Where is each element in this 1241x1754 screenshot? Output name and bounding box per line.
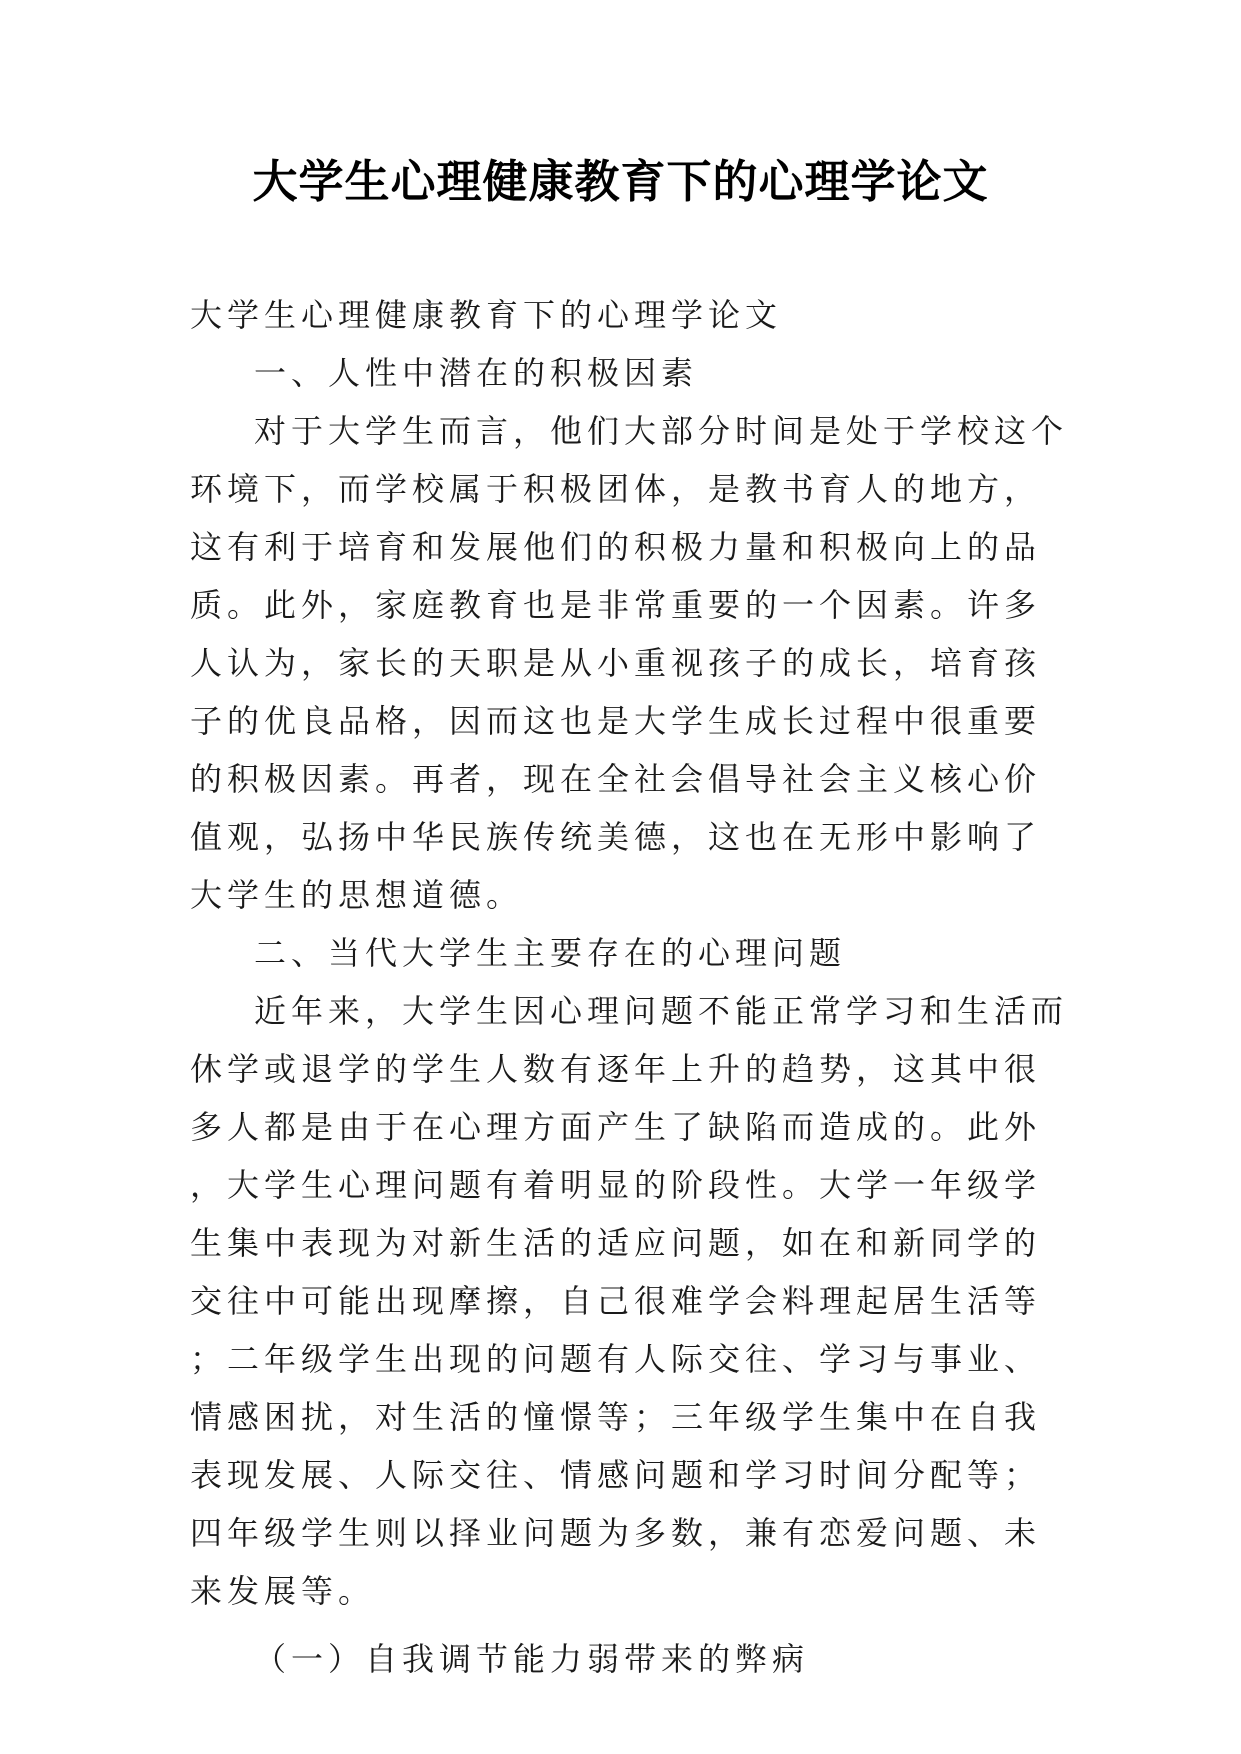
document-title: 大学生心理健康教育下的心理学论文 <box>252 155 989 208</box>
document-body <box>190 286 1070 1688</box>
paragraph-subtitle: 大学生心理健康教育下的心理学论文 <box>190 296 783 334</box>
section-heading-1: 一、人性中潜在的积极因素 <box>254 354 699 392</box>
section-heading-2: 二、当代大学生主要存在的心理问题 <box>254 934 847 972</box>
subsection-heading-1: （一）自我调节能力弱带来的弊病 <box>254 1640 810 1678</box>
paragraph-psychological-problems: 近年来，大学生因心理问题不能正常学习和生活而休学或退学的学生人数有逐年上升的趋势，这其中很多人都是由于在心理方面产生了缺陷而造成的。此外，大学生心理问题有着明显的阶段性。大学一年级学生集中表现为对新生活的适应问题，如在和新同学的交往中可能出现摩擦，自己很难学会料理起居生活等；二年级学生出现的问题有人际交往、学习与事业、情感困扰，对生活的憧憬等；三年级学生集中在自我表现发展、人际交往、情感问题和学习时间分配等；四年级学生则以择业问题为多数，兼有恋爱问题、未来发展等。 <box>190 992 1069 1610</box>
paragraph-positive-factors: 对于大学生而言，他们大部分时间是处于学校这个环境下，而学校属于积极团体，是教书育人的地方，这有利于培育和发展他们的积极力量和积极向上的品质。此外，家庭教育也是非常重要的一个因素。许多人认为，家长的天职是从小重视孩子的成长，培育孩子的优良品格，因而这也是大学生成长过程中很重要的积极因素。再者，现在全社会倡导社会主义核心价值观，弘扬中华民族传统美德，这也在无形中影响了大学生的思想道德。 <box>190 412 1069 914</box>
